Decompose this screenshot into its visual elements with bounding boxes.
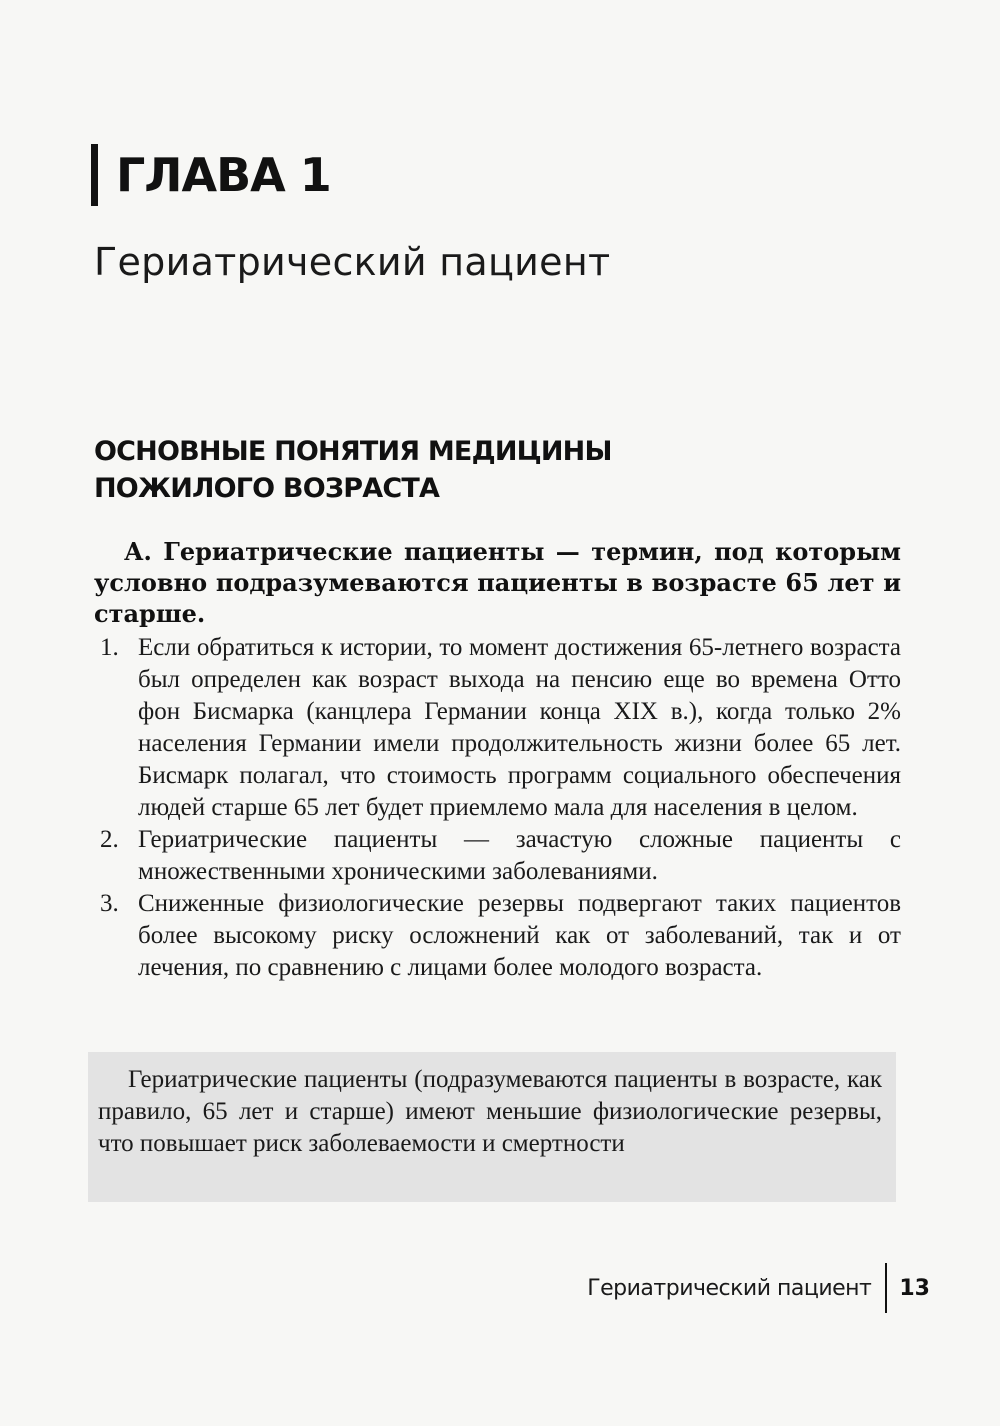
list-item-text: Если обратиться к истории, то момент достижения 65-летнего возраста был определен как возраст выхода на пенсию еще во времена Отто фон Бисмарка (канцлера Германии конца XIX в.), когда только 2% населения Германии имели продолжительность жизни более 65 лет. Бисмарк полагал, что стоимость программ социального обеспечения людей старше 65 лет будет приемлемо мала для населения в целом. (138, 634, 901, 821)
page-footer (587, 1263, 930, 1313)
section-heading-line-1: ОСНОВНЫЕ ПОНЯТИЯ МЕДИЦИНЫ (94, 436, 612, 467)
list-item-number: 1. (100, 634, 119, 661)
list-item-number: 2. (100, 826, 119, 853)
list-item-text: Сниженные физиологические резервы подвергают таких пациентов более высокому риску осложнений как от заболеваний, так и от лечения, по сравнению с лицами более молодого возраста. (138, 890, 901, 981)
callout-box: Гериатрические пациенты (подразумеваются пациенты в возрасте, как правило, 65 лет и старше) имеют меньшие физиологические резервы, что повышает риск заболеваемости и смертности (88, 1052, 896, 1202)
list-item-number: 3. (100, 890, 119, 917)
footer-divider (885, 1263, 887, 1313)
chapter-header (91, 140, 331, 210)
chapter-bar-decoration (91, 144, 98, 206)
page-number: 13 (899, 1275, 930, 1301)
running-title: Гериатрический пациент (587, 1275, 872, 1301)
chapter-label: ГЛАВА 1 (116, 148, 331, 202)
lead-paragraph: А. Гериатрические пациенты — термин, под которым условно подразумеваются пациенты в возрасте 65 лет и старше. (94, 537, 901, 628)
list-item-text: Гериатрические пациенты — зачастую сложные пациенты с множественными хроническими заболеваниями. (138, 826, 901, 885)
chapter-title: Гериатрический пациент (94, 240, 611, 284)
list-item (94, 888, 901, 984)
numbered-list (94, 632, 901, 984)
section-heading (94, 433, 694, 507)
list-item (94, 632, 901, 824)
list-item (94, 824, 901, 888)
section-heading-line-2: ПОЖИЛОГО ВОЗРАСТА (94, 473, 440, 504)
